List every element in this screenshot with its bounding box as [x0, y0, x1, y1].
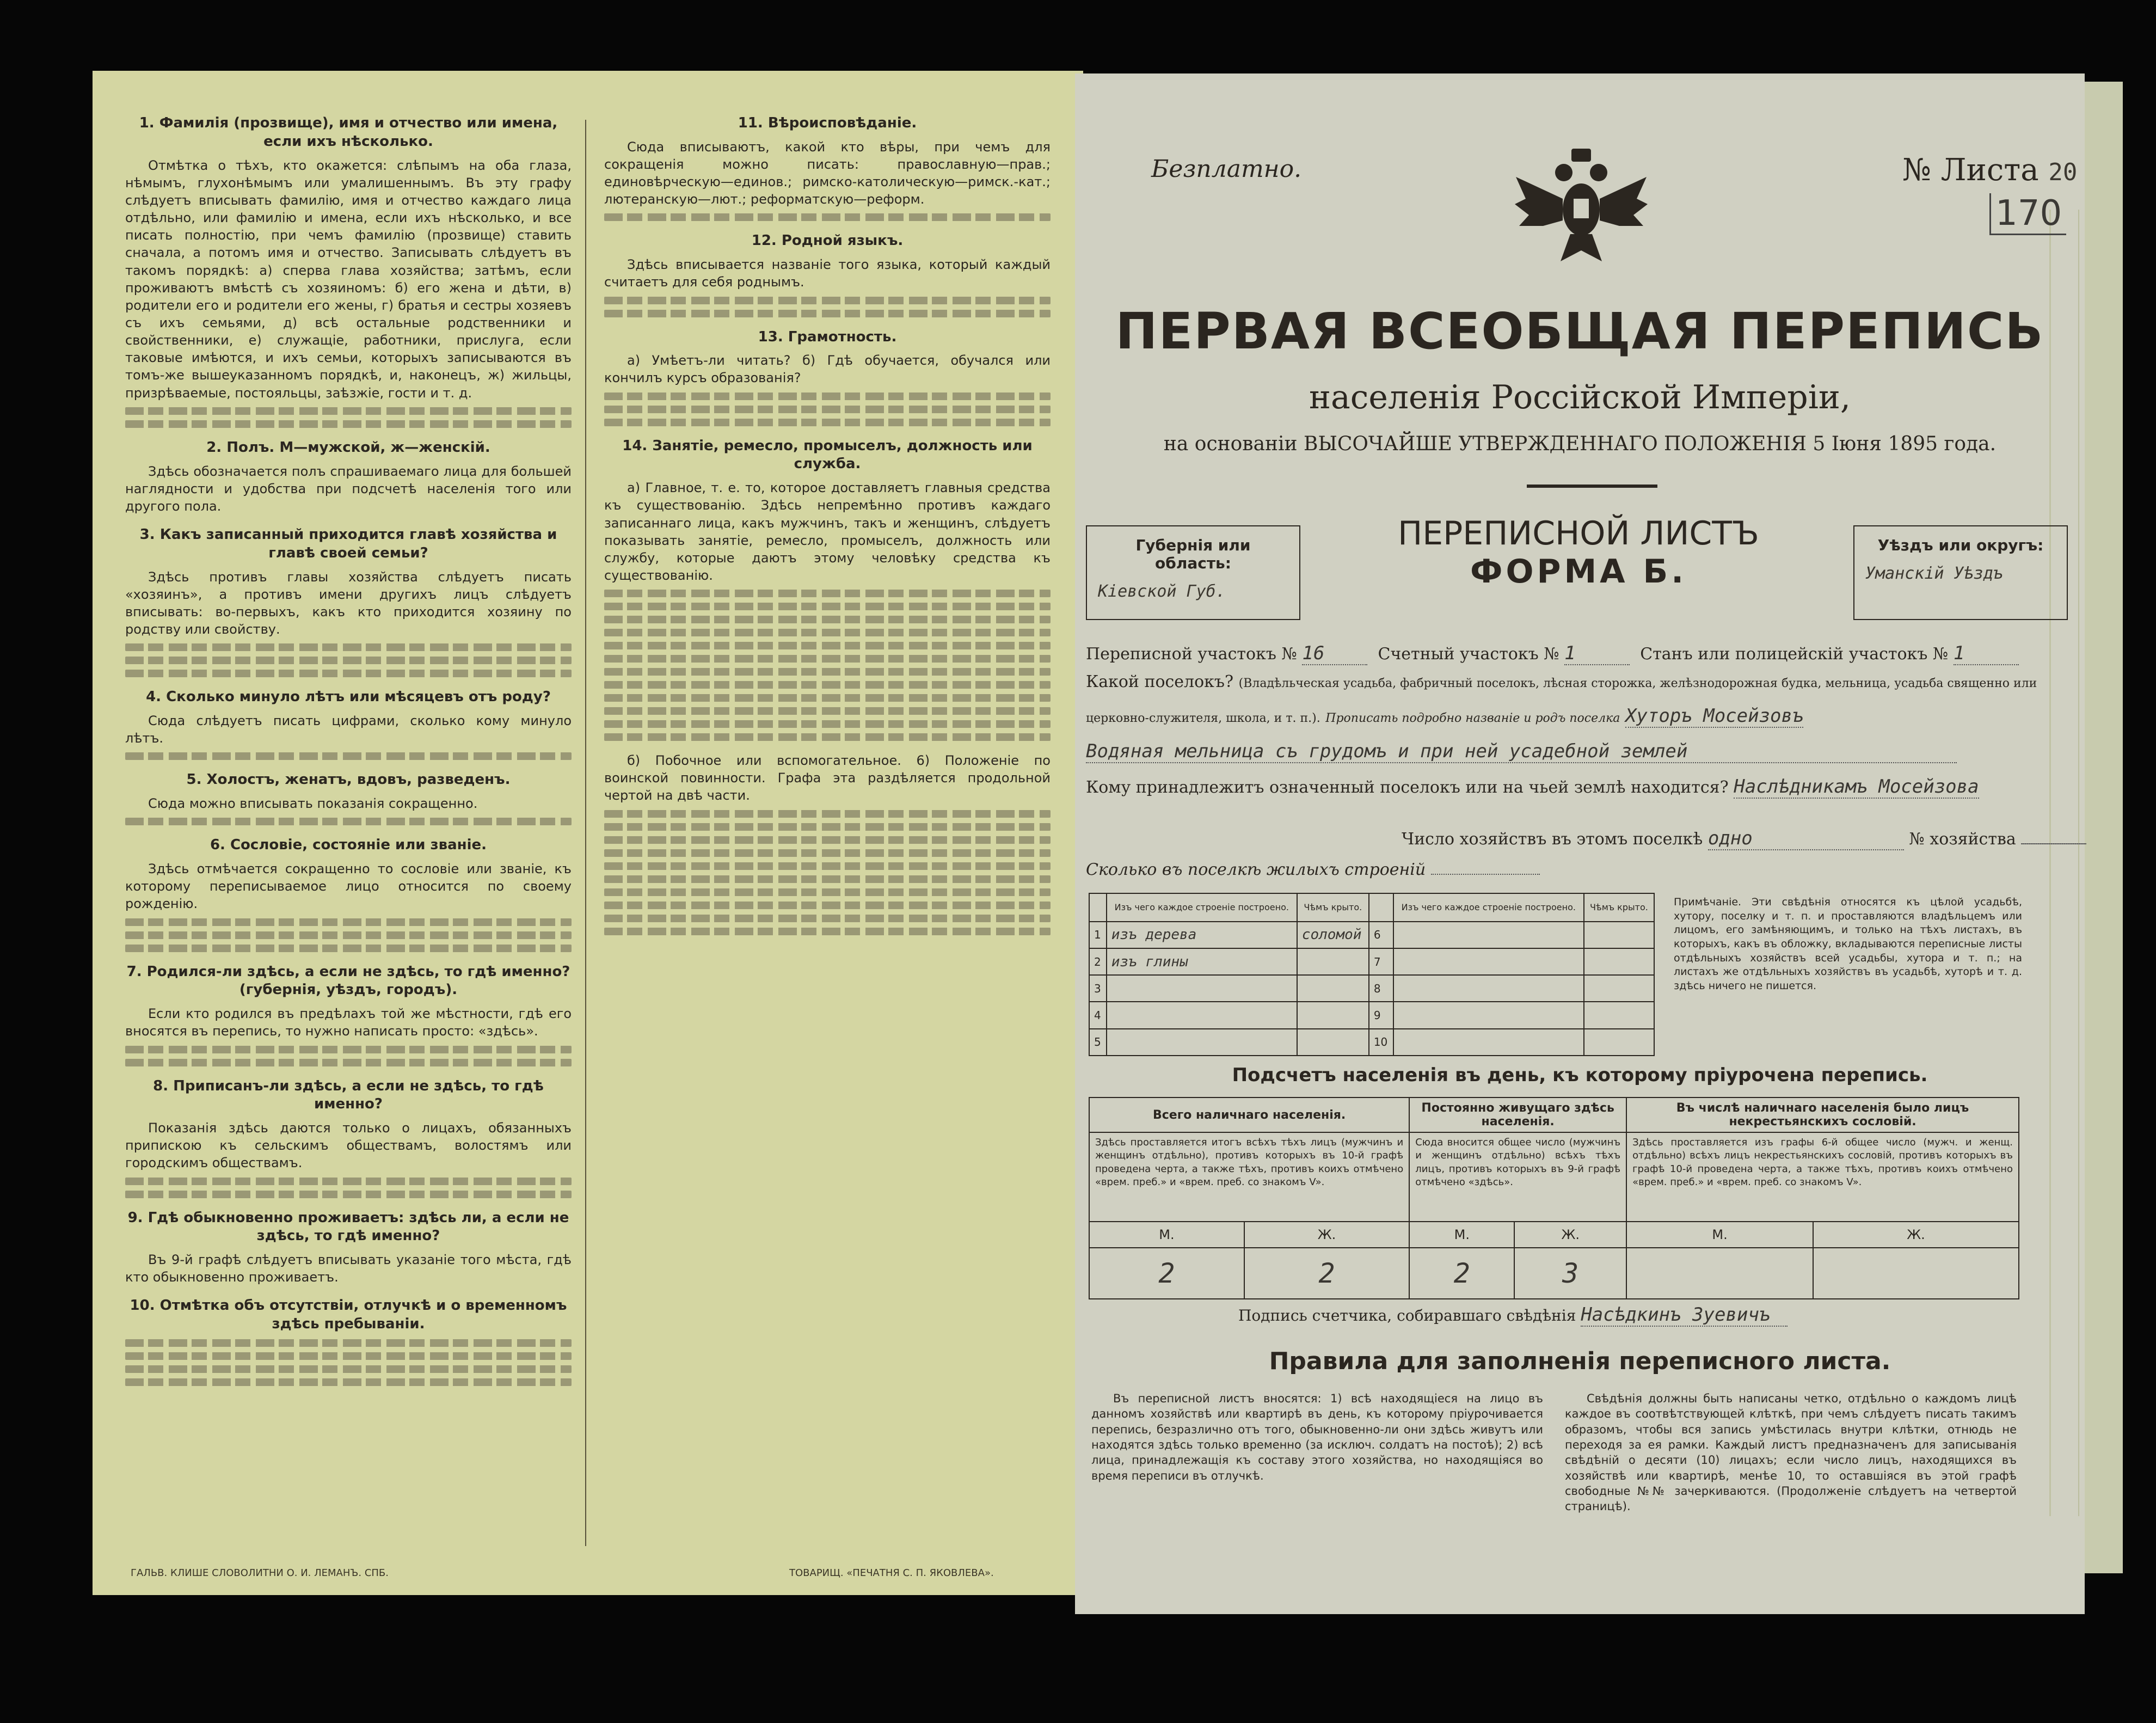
double-headed-eagle-icon	[1510, 139, 1652, 269]
gubernia-value: Кіевской Губ.	[1098, 582, 1226, 601]
rule-item: 7. Родился-ли здѣсь, а если не здѣсь, то гдѣ именно? (губернія, уѣздъ, городъ). Если кто родился въ предѣлахъ той же мѣстности, гдѣ его вносятся въ перепись, то нужно написать просто: «здѣсь».	[125, 963, 572, 1066]
table-row: 3 8	[1089, 975, 1654, 1002]
page-subtitle: населенія Россійской Имперіи,	[1309, 378, 1851, 416]
signature-value: Насѣдкинъ Зуевичъ	[1581, 1304, 1788, 1327]
sheet-number: № Листа 20	[1902, 152, 2078, 188]
households-line: Число хозяйствъ въ этомъ поселкѣ одно № хозяйства	[1402, 827, 2156, 850]
rule-item: 3. Какъ записанный приходится главѣ хозяйства и главѣ своей семьи? Здѣсь противъ главы хозяйства слѣдуетъ писать «хозяинъ», а противъ имени другихъ лицъ слѣдуетъ вписывать: во-первыхъ, какъ кто приходится хозяину по родству или свойству.	[125, 526, 572, 677]
table-row: 5 10	[1089, 1029, 1654, 1056]
free-label: Безплатно.	[1151, 155, 1302, 183]
rule-item: 1. Фамилія (прозвище), имя и отчество или имена, если ихъ нѣсколько. Отмѣтка о тѣхъ, кто окажется: слѣпымъ на оба глаза, нѣмымъ, глухонѣмымъ или умалишеннымъ. Въ эту графу слѣдуетъ вписывать фамилію, имя и отчество каждаго лица отдѣльно, или фамилію и имена, если ихъ нѣсколько, и все писать полностію, при чемъ фамилію (прозвище) ставить сначала, а потомъ имя и отчество. Записывать слѣдуетъ въ такомъ порядкѣ: а) сперва глава хозяйства; затѣмъ, если проживаютъ вмѣстѣ съ хозяиномъ: б) его жена и дѣти, в) родители его и родители его жены, г) братья и сестры хозяевъ съ ихъ семьями, д) всѣ остальные родственники и свойственники, е) служащіе, работники, прислуга, если таковые имѣются, и ихъ семьи, которыхъ записываются въ томъ-же вышеуказанномъ порядкѣ, и, наконецъ, ж) жильцы, призрѣваемые, постояльцы, заѣзжіе, гости и т. д.	[125, 114, 572, 428]
rule-item: 12. Родной языкъ. Здѣсь вписывается названіе того языка, который каждый считаетъ для себя роднымъ.	[604, 232, 1051, 317]
rule-item: 9. Гдѣ обыкновенно проживаетъ: здѣсь ли, а если не здѣсь, то гдѣ именно? Въ 9-й графѣ слѣдуетъ вписывать указаніе того мѣста, гдѣ кто обыкновенно проживаетъ.	[125, 1209, 572, 1285]
instructions-column-right	[604, 114, 1051, 1562]
non-peasant-male-count	[1626, 1248, 1813, 1299]
rule-item: 2. Полъ. М—мужской, ж—женскій. Здѣсь обозначается полъ спрашиваемаго лица для большей наглядности и удобства при подсчетѣ населенія того или другого пола.	[125, 439, 572, 514]
column-divider	[585, 120, 586, 1546]
buildings-table: Изъ чего каждое строеніе построено. Чѣмъ крыто. Изъ чего каждое строеніе построено. Чѣмъ крыто. 1 изъ дерева соломой 6 2 изъ глины 7 3 8 4 9 5 10	[1089, 893, 1655, 1056]
district-line: Переписной участокъ № 16 Счетный участокъ № 1 Станъ или полицейскій участокъ № 1	[1086, 642, 2011, 665]
table-row: 1 изъ дерева соломой 6	[1089, 922, 1654, 948]
rules-text-right: Свѣдѣнія должны быть написаны четко, отдѣльно о каждомъ лицѣ каждое въ соотвѣтствующей клѣткѣ, при чемъ слѣдуетъ писать такимъ образомъ, чтобы вся запись умѣстилась внутри клѣтки, отнюдь не переходя за ея рамки. Каждый листъ предназначенъ для записыванія свѣдѣній о десяти (10) лицахъ; если число лицъ, находящихся въ хозяйствѣ или квартирѣ, менѣе 10, то оставшіяся въ этой графѣ свободные №№ зачеркиваются. (Продолженіе слѣдуетъ на четвертой страницѣ).	[1565, 1392, 2017, 1513]
table-row	[1089, 1248, 2019, 1299]
rule-item: 14. Занятіе, ремесло, промыселъ, должность или служба. а) Главное, т. е. то, которое доставляетъ главныя средства къ существованію. Здѣсь непремѣнно противъ каждаго записаннаго лица, какъ мужчинъ, такъ и женщинъ, слѣдуетъ показывать занятіе, ремесло, промыселъ, должность или службу, которые даютъ этому человѣку средства къ существованію.	[604, 437, 1051, 741]
total-female-count: 2	[1244, 1248, 1409, 1299]
gubernia-box: Губернія или область: Кіевской Губ.	[1086, 525, 1300, 620]
rule-item: 11. Вѣроисповѣданіе. Сюда вписываютъ, какой кто вѣры, при чемъ для сокращенія можно писать: православную—прав.; единовѣрческую—единов.; римско-католическую—римск.-кат.; лютеранскую—лют.; реформатскую—реформ.	[604, 114, 1051, 221]
rule-item: 4. Сколько минуло лѣтъ или мѣсяцевъ отъ роду? Сюда слѣдуетъ писать цифрами, сколько кому минуло лѣтъ.	[125, 688, 572, 760]
permanent-female-count: 3	[1514, 1248, 1626, 1299]
uezd-value: Уманскій Уѣздъ	[1865, 564, 2003, 583]
sheet-number-value: 20	[2048, 158, 2078, 186]
owner-line: Кому принадлежитъ означенный поселокъ или на чьей землѣ находится? Наслѣдникамъ Мосейзова	[1086, 776, 1979, 798]
permanent-male-count: 2	[1409, 1248, 1514, 1299]
rule-item: 10. Отмѣтка объ отсутствіи, отлучкѣ и о временномъ здѣсь пребываніи.	[125, 1297, 572, 1386]
rule-item: б) Побочное или вспомогательное. 6) Положеніе по воинской повинности. Графа эта раздѣляется продольной чертой на двѣ части.	[604, 752, 1051, 935]
rule-item: 6. Сословіе, состояніе или званіе. Здѣсь отмѣчается сокращенно то сословіе или званіе, къ которому переписываемое лицо относится по своему рожденію.	[125, 836, 572, 952]
rules-text-left: Въ переписной листъ вносятся: 1) всѣ находящіеся на лицо въ данномъ хозяйствѣ или квартирѣ въ день, къ которому пріурочивается перепись, безразлично отъ того, обыкновенно-ли они здѣсь живутъ или находятся здѣсь только временно (за исключ. солдатъ на постоѣ); 2) всѣ лица, принадлежащія къ составу этого хозяйства, но находящіяся во время переписи въ отлучкѣ.	[1091, 1392, 1543, 1482]
legal-basis: на основаніи ВЫСОЧАЙШЕ УТВЕРЖДЕННАГО ПОЛОЖЕНІЯ 5 Іюня 1895 года.	[1163, 433, 1997, 455]
sheet-number-handwritten: 170	[1989, 193, 2066, 235]
uezd-box: Уѣздъ или округъ: Уманскій Уѣздъ	[1853, 525, 2068, 620]
census-form-page	[1075, 73, 2085, 1614]
population-table: Всего наличнаго населенія. Постоянно живущаго здѣсь населенія. Въ числѣ наличнаго населенія было лицъ некрестьянскихъ сословій. Здѣсь проставляется итогъ всѣхъ тѣхъ лицъ (мужчинъ и женщинъ отдѣльно), противъ которыхъ въ 10-й графѣ проведена черта, а также тѣхъ, противъ коихъ отмѣчено «врем. преб.» и «врем. преб. со знакомъ V». Сюда вносится общее число (мужчинъ и женщинъ отдѣльно) всѣхъ тѣхъ лицъ, противъ которыхъ въ 9-й графѣ отмѣчено «здѣсь». Здѣсь проставляется изъ графы 6-й общее число (мужч. и женщ. отдѣльно) всѣхъ лицъ некрестьянскихъ сословій, противъ которыхъ въ графѣ 10-й проведена черта, а также тѣхъ, противъ коихъ отмѣчено «врем. преб.» и «врем. преб. со знакомъ V». М. Ж. М. Ж. М. Ж. 2 2 2 3	[1089, 1097, 2019, 1299]
buildings-count-line: Сколько въ поселкѣ жилыхъ строеній	[1086, 860, 2011, 879]
printer-imprint: ТОВАРИЩ. «ПЕЧАТНЯ С. П. ЯКОВЛЕВА».	[789, 1567, 994, 1579]
non-peasant-female-count	[1813, 1248, 2019, 1299]
instructions-page	[93, 71, 1083, 1595]
buildings-note: Примѣчаніе. Эти свѣдѣнія относятся къ цѣлой усадьбѣ, хутору, поселку и т. п. и проставляются владѣльцемъ или лицомъ, его замѣняющимъ, и только на тѣхъ листахъ, въ которыхъ, какъ въ обложку, вкладываются переписные листы отдѣльныхъ хозяйствъ всей усадьбы, хутора и т. п.; на листахъ же отдѣльныхъ хозяйствъ въ усадьбѣ, хуторѣ и т. д. здѣсь ничего не пишется.	[1674, 896, 2022, 992]
settlement-name-line: церковно-служителя, школа, и т. п.). Прописать подробно названіе и родъ поселка Хуторъ Мосейзовъ	[1086, 705, 1804, 727]
rules-title: Правила для заполненія переписного листа.	[1269, 1347, 1891, 1375]
table-row: 4 9	[1089, 1002, 1654, 1028]
printer-imprint: ГАЛЬВ. КЛИШЕ СЛОВОЛИТНИ О. И. ЛЕМАНЪ. СПБ.	[131, 1567, 389, 1579]
table-row: 2 изъ глины 7	[1089, 948, 1654, 975]
rule-item: 13. Грамотность. а) Умѣетъ-ли читать? б) Гдѣ обучается, обучался или кончилъ курсъ образованія?	[604, 328, 1051, 426]
total-male-count: 2	[1089, 1248, 1244, 1299]
settlement-desc-line: Водяная мельница съ грудомъ и при ней усадебной землей	[1086, 740, 2011, 763]
settlement-line: Какой поселокъ? (Владѣльческая усадьба, фабричный поселокъ, лѣсная сторожка, желѣзнодорожная будка, мельница, усадьба священно или	[1086, 672, 2037, 691]
instructions-column-left	[125, 114, 572, 1562]
form-heading: ПЕРЕПИСНОЙ ЛИСТЪ ФОРМА Б.	[1398, 514, 1759, 591]
rule-item: 8. Приписанъ-ли здѣсь, а если не здѣсь, то гдѣ именно? Показанія здѣсь даются только о лицахъ, обязанныхъ припискою къ сельскимъ обществамъ, волостямъ или городскимъ обществамъ.	[125, 1077, 572, 1198]
page-title: ПЕРВАЯ ВСЕОБЩАЯ ПЕРЕПИСЬ	[1115, 302, 2044, 360]
enumerator-signature: Подпись счетчика, собиравшаго свѣдѣнія Насѣдкинъ Зуевичъ	[1238, 1304, 2000, 1327]
rule-item: 5. Холостъ, женатъ, вдовъ, разведенъ. Сюда можно вписывать показанія сокращенно.	[125, 771, 572, 825]
population-count-title: Подсчетъ населенія въ день, къ которому пріурочена перепись.	[1232, 1064, 1928, 1086]
